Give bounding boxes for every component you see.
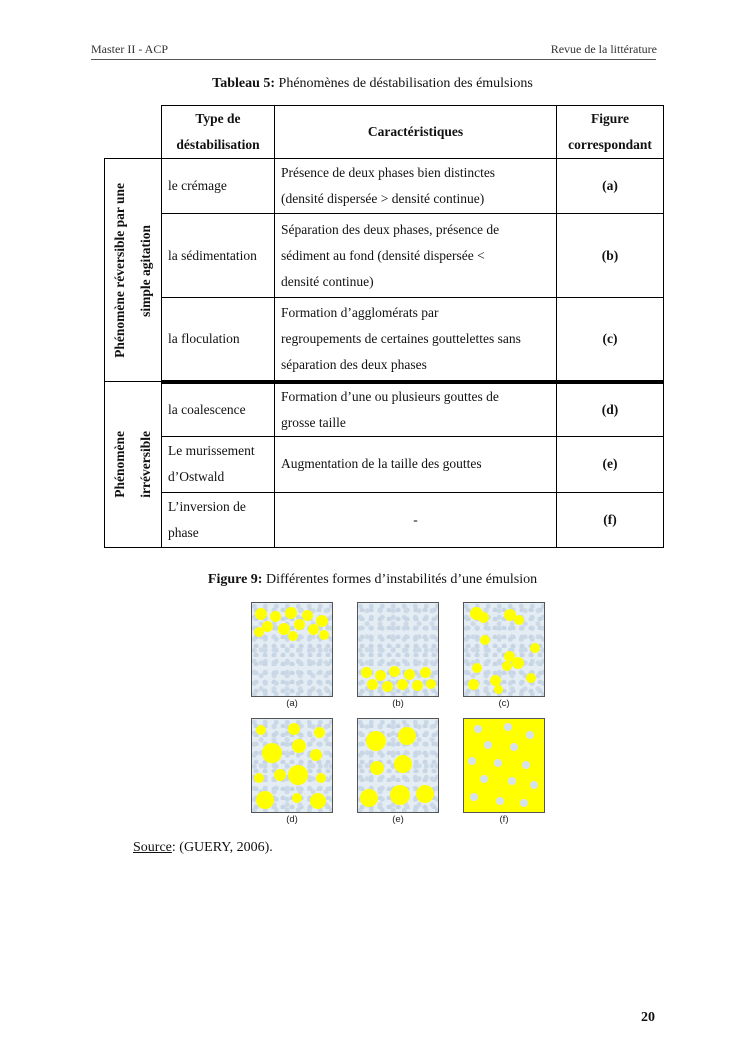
table-row xyxy=(105,382,664,437)
droplet xyxy=(310,749,322,761)
row-figure-ref: (b) xyxy=(557,214,664,298)
char-line: (densité dispersée > densité continue) xyxy=(281,191,485,206)
droplet xyxy=(294,619,305,630)
header-rule xyxy=(91,59,656,60)
panel-coalescence xyxy=(251,718,333,813)
droplet xyxy=(316,773,326,783)
panel-phase-inversion xyxy=(463,718,545,813)
row-characteristics xyxy=(275,298,557,382)
panel-label-f: (f) xyxy=(499,814,509,825)
char-line: grosse taille xyxy=(281,414,346,430)
row-type: la sédimentation xyxy=(162,214,275,298)
source-label: Source xyxy=(133,840,172,855)
row-characteristics: Augmentation de la taille des gouttes xyxy=(275,436,557,492)
table-header-row xyxy=(105,106,664,159)
header-type-line1: Type de xyxy=(195,111,241,126)
row-characteristics: - xyxy=(275,492,557,547)
droplet xyxy=(285,607,297,619)
table-row xyxy=(105,492,664,547)
row-figure-ref: (c) xyxy=(557,298,664,382)
group-irreversible-line1: Phénomène xyxy=(112,430,127,498)
char-line: regroupements de certaines gouttelettes sans xyxy=(281,330,521,346)
inverted-droplet xyxy=(530,781,538,789)
row-figure-ref: (e) xyxy=(557,436,664,492)
droplet xyxy=(382,681,393,692)
header-right: Revue de la littérature xyxy=(550,42,657,56)
header-figure xyxy=(557,106,664,159)
droplet xyxy=(478,612,489,623)
droplet xyxy=(370,761,384,775)
figure-caption-text: Différentes formes d’instabilités d’une émulsion xyxy=(262,572,538,587)
inverted-droplet xyxy=(522,761,530,769)
panel-ostwald xyxy=(357,718,439,813)
table-row xyxy=(105,214,664,298)
panel-sedimentation xyxy=(357,602,439,697)
row-figure-ref: (d) xyxy=(557,382,664,437)
emulsion-figure xyxy=(0,600,745,830)
table-row xyxy=(105,159,664,214)
droplet xyxy=(412,680,423,691)
droplet xyxy=(256,791,274,809)
header-type-line2: déstabilisation xyxy=(176,137,260,152)
row-type: la floculation xyxy=(162,298,275,382)
droplet xyxy=(274,769,286,781)
char-line: séparation des deux phases xyxy=(281,356,427,372)
char-line: Formation d’une ou plusieurs gouttes de xyxy=(281,388,499,404)
droplet xyxy=(494,685,503,694)
droplet xyxy=(254,773,264,783)
droplet xyxy=(288,631,298,641)
droplet xyxy=(308,624,319,635)
droplet xyxy=(397,679,408,690)
table-caption xyxy=(0,76,745,92)
group-reversible-line2: simple agitation xyxy=(138,224,153,316)
panel-creaming xyxy=(251,602,333,697)
droplet xyxy=(302,610,313,621)
droplet xyxy=(288,765,308,785)
figure-caption-label: Figure 9: xyxy=(207,572,263,587)
type-line: L’inversion de xyxy=(168,498,246,514)
source-citation xyxy=(133,840,273,856)
droplet xyxy=(256,725,266,735)
droplet xyxy=(375,670,386,681)
char-line: sédiment au fond (densité dispersée < xyxy=(281,247,485,263)
inverted-droplet xyxy=(494,759,502,767)
char-line: densité continue) xyxy=(281,273,374,289)
droplet xyxy=(310,793,326,809)
group-irreversible xyxy=(105,382,162,548)
row-type: la coalescence xyxy=(162,382,275,437)
header-type xyxy=(162,106,275,159)
group-reversible-line1: Phénomène réversible par une xyxy=(112,182,127,358)
header-left: Master II - ACP xyxy=(91,42,168,56)
droplet xyxy=(468,679,479,690)
droplet xyxy=(270,611,281,622)
droplet xyxy=(389,666,400,677)
row-type: le crémage xyxy=(162,159,275,214)
row-characteristics xyxy=(275,214,557,298)
droplet xyxy=(366,731,386,751)
droplet xyxy=(512,657,524,669)
row-type xyxy=(162,436,275,492)
droplet xyxy=(472,663,482,673)
droplet xyxy=(514,615,524,625)
row-characteristics xyxy=(275,159,557,214)
inverted-droplet xyxy=(480,775,488,783)
char-line: Séparation des deux phases, présence de xyxy=(281,221,500,237)
droplet xyxy=(480,635,490,645)
droplet xyxy=(292,739,306,753)
droplet xyxy=(288,723,300,735)
inverted-droplet xyxy=(508,777,516,785)
droplet xyxy=(420,667,431,678)
droplet xyxy=(404,669,415,680)
header-characteristics: Caractéristiques xyxy=(275,106,557,159)
type-line: phase xyxy=(168,524,199,540)
table-row xyxy=(105,298,664,382)
droplet xyxy=(526,673,536,683)
page-number: 20 xyxy=(641,1010,655,1025)
inverted-droplet xyxy=(484,741,492,749)
droplet xyxy=(360,789,378,807)
inverted-droplet xyxy=(496,797,504,805)
droplet xyxy=(394,755,412,773)
table-caption-text: Phénomènes de déstabilisation des émulsions xyxy=(275,76,533,91)
group-irreversible-line2: irréversible xyxy=(138,430,153,498)
panel-label-a: (a) xyxy=(286,698,298,709)
droplet xyxy=(319,630,329,640)
panel-flocculation xyxy=(463,602,545,697)
panel-label-d: (d) xyxy=(286,814,298,825)
droplet xyxy=(367,679,378,690)
droplet xyxy=(255,608,267,620)
droplet xyxy=(426,679,436,689)
row-type xyxy=(162,492,275,547)
droplet xyxy=(361,667,372,678)
char-line: Présence de deux phases bien distinctes xyxy=(281,165,496,180)
inverted-droplet xyxy=(474,725,482,733)
inverted-droplet xyxy=(504,723,512,731)
header-figure-line1: Figure xyxy=(591,111,629,126)
type-line: Le murissement xyxy=(168,443,255,458)
empty-corner-cell xyxy=(105,106,162,159)
inverted-droplet xyxy=(470,793,478,801)
row-figure-ref: (f) xyxy=(557,492,664,547)
source-text: : (GUERY, 2006). xyxy=(171,840,273,855)
droplet xyxy=(390,785,410,805)
droplet xyxy=(292,793,302,803)
group-reversible-label xyxy=(107,183,159,358)
droplet xyxy=(262,743,282,763)
group-irreversible-label xyxy=(107,431,159,498)
destabilization-table xyxy=(104,105,664,548)
droplet xyxy=(530,643,540,653)
droplet xyxy=(314,727,325,738)
inverted-droplet xyxy=(468,757,476,765)
char-line: Formation d’agglomérats par xyxy=(281,304,439,320)
panel-label-c: (c) xyxy=(498,698,510,709)
inverted-droplet xyxy=(526,731,534,739)
inverted-droplet xyxy=(510,743,518,751)
droplet xyxy=(398,727,416,745)
inverted-droplet xyxy=(520,799,528,807)
table-row xyxy=(105,436,664,492)
type-line: d’Ostwald xyxy=(168,469,225,484)
droplet xyxy=(502,661,512,671)
droplet xyxy=(416,785,434,803)
row-figure-ref: (a) xyxy=(557,159,664,214)
group-reversible xyxy=(105,159,162,382)
panel-label-e: (e) xyxy=(392,814,404,825)
figure-caption xyxy=(0,572,745,588)
row-characteristics xyxy=(275,382,557,437)
droplet xyxy=(254,627,264,637)
panel-label-b: (b) xyxy=(392,698,404,709)
table-caption-label: Tableau 5: xyxy=(212,76,276,91)
header-figure-line2: correspondant xyxy=(568,137,652,152)
